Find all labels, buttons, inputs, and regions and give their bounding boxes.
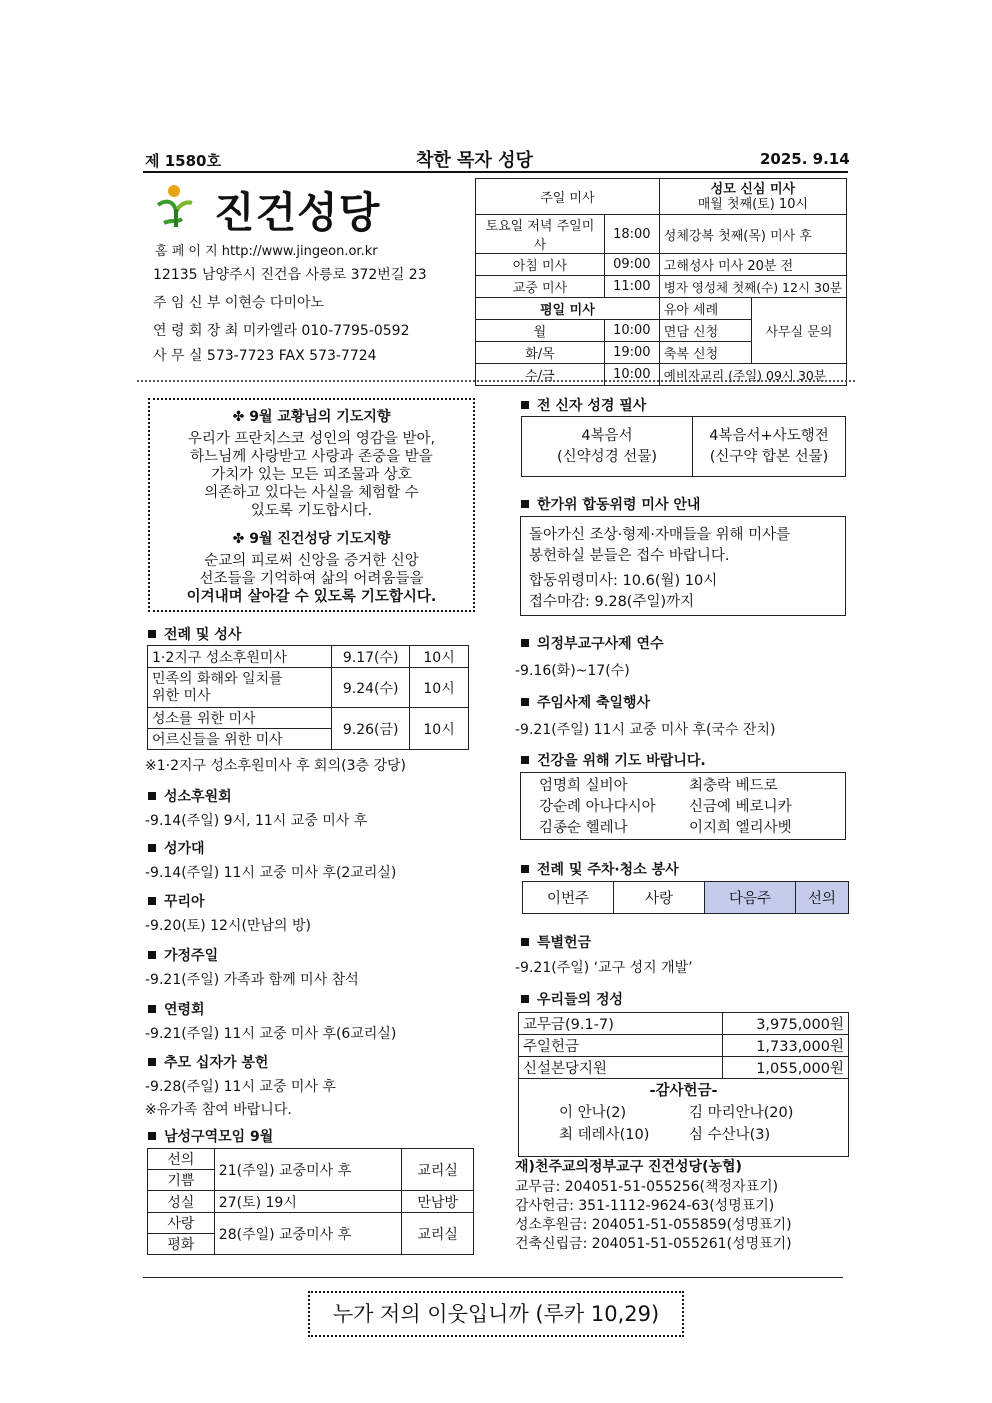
section-title (148, 999, 205, 1019)
offering-table (518, 1012, 849, 1157)
bullet-square-icon (521, 698, 529, 706)
mass-row-name: 교중 미사 (476, 276, 605, 298)
bible-table (521, 416, 846, 477)
liturgy-row-time: 10시 (410, 646, 469, 668)
section-line: -9.14(주일) 11시 교중 미사 후(2교리실) (145, 865, 397, 881)
offering-name: 신설본당지원 (519, 1057, 723, 1079)
district-group: 기쁨 (148, 1170, 215, 1191)
section-title (148, 1052, 268, 1072)
council-text: 연 령 회 장 최 미카엘라 010-7795-0592 (153, 323, 410, 339)
offering-amount: 3,975,000원 (723, 1013, 849, 1035)
mass-row-time: 18:00 (604, 215, 659, 254)
district-time: 28(주일) 교중미사 후 (214, 1213, 401, 1255)
prayer-line: 하느님께 사랑받고 사랑과 존중을 받을 (190, 449, 433, 465)
district-time: 21(주일) 교중미사 후 (214, 1149, 401, 1191)
section-line: -9.16(화)~17(수) (515, 663, 630, 679)
bullet-square-icon (521, 401, 529, 409)
section-line: ※유가족 참여 바랍니다. (145, 1102, 292, 1118)
offering-title: 우리들의 정성 (537, 992, 624, 1008)
bullet-square-icon (148, 792, 156, 800)
liturgy-row-date: 9.26(금) (332, 708, 410, 750)
weekday-row-time: 10:00 (604, 364, 659, 386)
offering-amount: 1,733,000원 (723, 1035, 849, 1057)
weekday-row-note: 예비자교리 (주일) 09시 30분 (659, 364, 846, 386)
health-name: 최충락 베드로 (689, 778, 778, 794)
thanks-name: 심 수산나(3) (689, 1127, 771, 1143)
bible-option-acts (693, 417, 846, 477)
vocation-support-title: 성소후원회 (164, 789, 232, 805)
section-line: -9.21(주일) 11시 교중 미사 후(국수 잔치) (515, 722, 776, 738)
infant-baptism-label: 유아 세례 (659, 298, 751, 320)
section-title (148, 945, 218, 965)
section-title (521, 692, 650, 712)
footer-rule (143, 1277, 843, 1278)
section-line: -9.21(주일) 11시 교중 미사 후(6교리실) (145, 1026, 397, 1042)
bank-account-title: 재)천주교의정부교구 진건성당(농협) (515, 1159, 742, 1175)
district-group: 선의 (148, 1149, 215, 1170)
weekday-row-note: 축복 신청 (659, 342, 751, 364)
service-this-week-group: 사랑 (614, 882, 705, 914)
liturgy-row-time: 10시 (410, 668, 469, 708)
mass-row-note: 병자 영성체 첫째(수) 12시 30분 (659, 276, 846, 298)
bullet-square-icon (521, 995, 529, 1003)
section-line: -9.20(토) 12시(만남의 방) (145, 918, 311, 934)
chuseok-line: 봉헌하실 분들은 접수 바랍니다. (529, 548, 730, 564)
bank-account-list (515, 1178, 792, 1254)
mass-schedule-table (475, 178, 847, 386)
logo-text: 진건성당 (214, 188, 381, 237)
prayer-line: 이겨내며 살아갈 수 있도록 기도합시다. (186, 589, 437, 605)
weekday-mass-header: 평일 미사 (476, 298, 660, 320)
mass-row-name: 아침 미사 (476, 254, 605, 276)
service-this-week-label: 이번주 (523, 882, 614, 914)
prayer-line: 있도록 기도합시다. (250, 503, 373, 519)
priest-training-title: 의정부교구사제 연수 (537, 636, 664, 652)
bullet-square-icon (148, 630, 156, 638)
sunday-mass-header: 주일 미사 (476, 179, 660, 215)
section-title (148, 786, 232, 806)
section-line: -9.28(주일) 11시 교중 미사 후 (145, 1079, 336, 1095)
chuseok-mass-title: 한가위 합동위령 미사 안내 (537, 497, 701, 513)
bank-account-line: 교무금: 204051-51-055256(책정자표기) (515, 1179, 779, 1195)
curia-title: 꾸리아 (164, 894, 205, 910)
homepage-text: 홈 페 이 지 http://www.jingeon.or.kr (155, 244, 378, 259)
prayer-line: 순교의 피로써 신앙을 증거한 신앙 (204, 553, 419, 569)
prayer-line: 의존하고 있다는 사실을 체험할 수 (204, 485, 419, 501)
weekday-row-name: 수/금 (476, 364, 605, 386)
offering-name: 주일헌금 (519, 1035, 723, 1057)
chuseok-line: 합동위령미사: 10.6(월) 10시 (529, 573, 718, 589)
chuseok-line: 접수마감: 9.28(주일)까지 (529, 594, 695, 610)
district-place: 교리실 (402, 1149, 474, 1191)
health-row (539, 818, 845, 839)
bullet-square-icon (148, 1132, 156, 1140)
liturgy-table (147, 645, 469, 750)
mass-row-time: 09:00 (604, 254, 659, 276)
prayer-line: 우리가 프란치스코 성인의 영감을 받아, (187, 431, 436, 447)
mass-row-name: 토요일 저녁 주일미사 (476, 215, 605, 254)
section-title (148, 1126, 273, 1146)
bank-account-line: 건축신립금: 204051-51-055261(성명표기) (515, 1236, 792, 1252)
liturgy-row-name: 성소를 위한 미사 (148, 708, 332, 729)
service-next-week-group: 선의 (796, 882, 849, 914)
pastor-text: 주 임 신 부 이현승 다미아노 (153, 295, 325, 311)
office-inquiry-label: 사무실 문의 (751, 298, 846, 364)
header-divider (137, 380, 855, 382)
address-text: 12135 남양주시 진건읍 사릉로 372번길 23 (153, 267, 427, 283)
liturgy-row-name: 1·2지구 성소후원미사 (148, 646, 332, 668)
prayer-line: 선조들을 기억하여 삶의 어려움들을 (199, 571, 424, 587)
service-title: 전례 및 주차·청소 봉사 (537, 862, 679, 878)
bullet-square-icon (521, 639, 529, 647)
header-rule (143, 171, 848, 173)
thanks-row (523, 1124, 844, 1146)
offering-amount: 1,055,000원 (723, 1057, 849, 1079)
funeral-society-title: 연령회 (164, 1002, 205, 1018)
health-name: 신금예 베로니카 (689, 799, 792, 815)
parish-prayer-title: ✤ 9월 진건성당 기도지향 (232, 531, 391, 547)
section-line: -9.14(주일) 9시, 11시 교중 미사 후 (145, 813, 368, 829)
thanks-name: 이 안나(2) (559, 1105, 627, 1121)
prayer-intention-box (148, 398, 475, 612)
mass-row-time: 11:00 (604, 276, 659, 298)
church-name: 착한 목자 성당 (416, 150, 533, 171)
section-title (521, 989, 623, 1009)
district-time: 27(토) 19시 (214, 1191, 401, 1213)
liturgy-row-date: 9.24(수) (332, 668, 410, 708)
special-offering-title: 특별헌금 (537, 935, 592, 951)
liturgy-row-name: 민족의 화해와 일치를 위한 미사 (148, 668, 332, 708)
thanks-offering-cell (519, 1079, 849, 1157)
bible-copy-title: 전 신자 성경 필사 (537, 398, 647, 414)
parish-prayer-body (150, 552, 473, 606)
bullet-square-icon (521, 756, 529, 764)
mass-row-note: 성체강복 첫째(목) 미사 후 (659, 215, 846, 254)
section-line: -9.21(주일) 가족과 함께 미사 참석 (145, 972, 359, 988)
bullet-square-icon (521, 500, 529, 508)
service-next-week-label: 다음주 (705, 882, 796, 914)
mass-row-note: 고해성사 미사 20분 전 (659, 254, 846, 276)
health-name: 김종순 헬레나 (539, 820, 628, 836)
liturgy-row-time: 10시 (410, 708, 469, 750)
bullet-square-icon (521, 938, 529, 946)
district-group: 성실 (148, 1191, 215, 1213)
saint-mass-title: 성모 신심 미사 (710, 181, 796, 197)
health-name: 엄명희 실비아 (539, 778, 628, 794)
issue-date: 2025. 9.14 (760, 150, 850, 168)
weekday-row-time: 10:00 (604, 320, 659, 342)
pope-prayer-body (150, 430, 473, 520)
thanks-name: 김 마리안나(20) (689, 1105, 794, 1121)
section-title (521, 750, 706, 770)
section-title (521, 932, 591, 952)
health-row (539, 776, 845, 797)
section-title (521, 494, 700, 514)
bible-option-line: 4복음서+사도행전 (709, 427, 829, 444)
health-prayer-box (520, 772, 846, 840)
bible-option-line: (신약성경 선물) (557, 448, 657, 465)
district-group: 사랑 (148, 1213, 215, 1234)
weekday-row-note: 면담 신청 (659, 320, 751, 342)
health-prayer-title: 건강을 위해 기도 바랍니다. (537, 753, 706, 769)
section-title (521, 633, 664, 653)
office-text: 사 무 실 573-7723 FAX 573-7724 (153, 348, 377, 364)
health-name: 강순례 아나다시아 (539, 799, 656, 815)
liturgy-note: ※1·2지구 성소후원미사 후 회의(3층 강당) (145, 758, 406, 774)
chuseok-line: 돌아가신 조상·형제·자매들을 위해 미사를 (529, 527, 791, 543)
district-place: 만남방 (402, 1191, 474, 1213)
section-title (148, 838, 205, 858)
liturgy-row-name: 어르신들을 위한 미사 (148, 729, 332, 750)
weekday-row-name: 월 (476, 320, 605, 342)
thanks-name: 최 데레사(10) (559, 1127, 650, 1143)
service-table (522, 881, 849, 914)
feast-event-title: 주임사제 축일행사 (537, 695, 651, 711)
section-title (148, 891, 205, 911)
district-place: 교리실 (402, 1213, 474, 1255)
bullet-square-icon (148, 951, 156, 959)
offering-name: 교무금(9.1-7) (519, 1013, 723, 1035)
bible-option-line: (신구약 합본 선물) (709, 448, 829, 465)
bank-account-line: 감사헌금: 351-1112-9624-63(성명표기) (515, 1198, 775, 1214)
bible-option-line: 4복음서 (581, 427, 633, 444)
weekday-row-name: 화/목 (476, 342, 605, 364)
saint-mass-sub: 매월 첫째(토) 10시 (697, 196, 809, 212)
district-group: 평화 (148, 1234, 215, 1255)
district-meeting-title: 남성구역모임 9월 (164, 1129, 274, 1145)
district-table (147, 1148, 474, 1255)
bullet-square-icon (521, 865, 529, 873)
bullet-square-icon (148, 1005, 156, 1013)
issue-number: 제 1580호 (145, 152, 221, 170)
family-sunday-title: 가정주일 (164, 948, 219, 964)
footer-quote: 누가 저의 이웃입니까 (루카 10,29) (308, 1291, 684, 1337)
liturgy-section-title (148, 624, 241, 644)
weekday-row-time: 19:00 (604, 342, 659, 364)
bank-account-line: 성소후원금: 204051-51-055859(성명표기) (515, 1217, 792, 1233)
bullet-square-icon (148, 897, 156, 905)
bullet-square-icon (148, 844, 156, 852)
thanks-row (523, 1102, 844, 1124)
memorial-cross-title: 추모 십자가 봉헌 (164, 1055, 269, 1071)
health-name: 이지희 엘리사벳 (689, 820, 792, 836)
bullet-square-icon (148, 1058, 156, 1066)
health-row (539, 797, 845, 818)
chuseok-box (520, 516, 846, 616)
bible-option-gospels (522, 417, 693, 477)
section-line: -9.21(주일) ‘교구 성지 개발’ (515, 960, 693, 976)
church-logo-icon (152, 183, 210, 229)
liturgy-row-date: 9.17(수) (332, 646, 410, 668)
section-title (521, 395, 646, 415)
prayer-line: 가치가 있는 모든 피조물과 상호 (211, 467, 412, 483)
thanks-offering-title: -감사헌금- (649, 1083, 718, 1099)
liturgy-title: 전례 및 성사 (164, 627, 242, 643)
section-title (521, 859, 679, 879)
pope-prayer-title: ✤ 9월 교황님의 기도지향 (232, 409, 391, 425)
choir-title: 성가대 (164, 841, 205, 857)
saint-mass-header (659, 179, 846, 215)
